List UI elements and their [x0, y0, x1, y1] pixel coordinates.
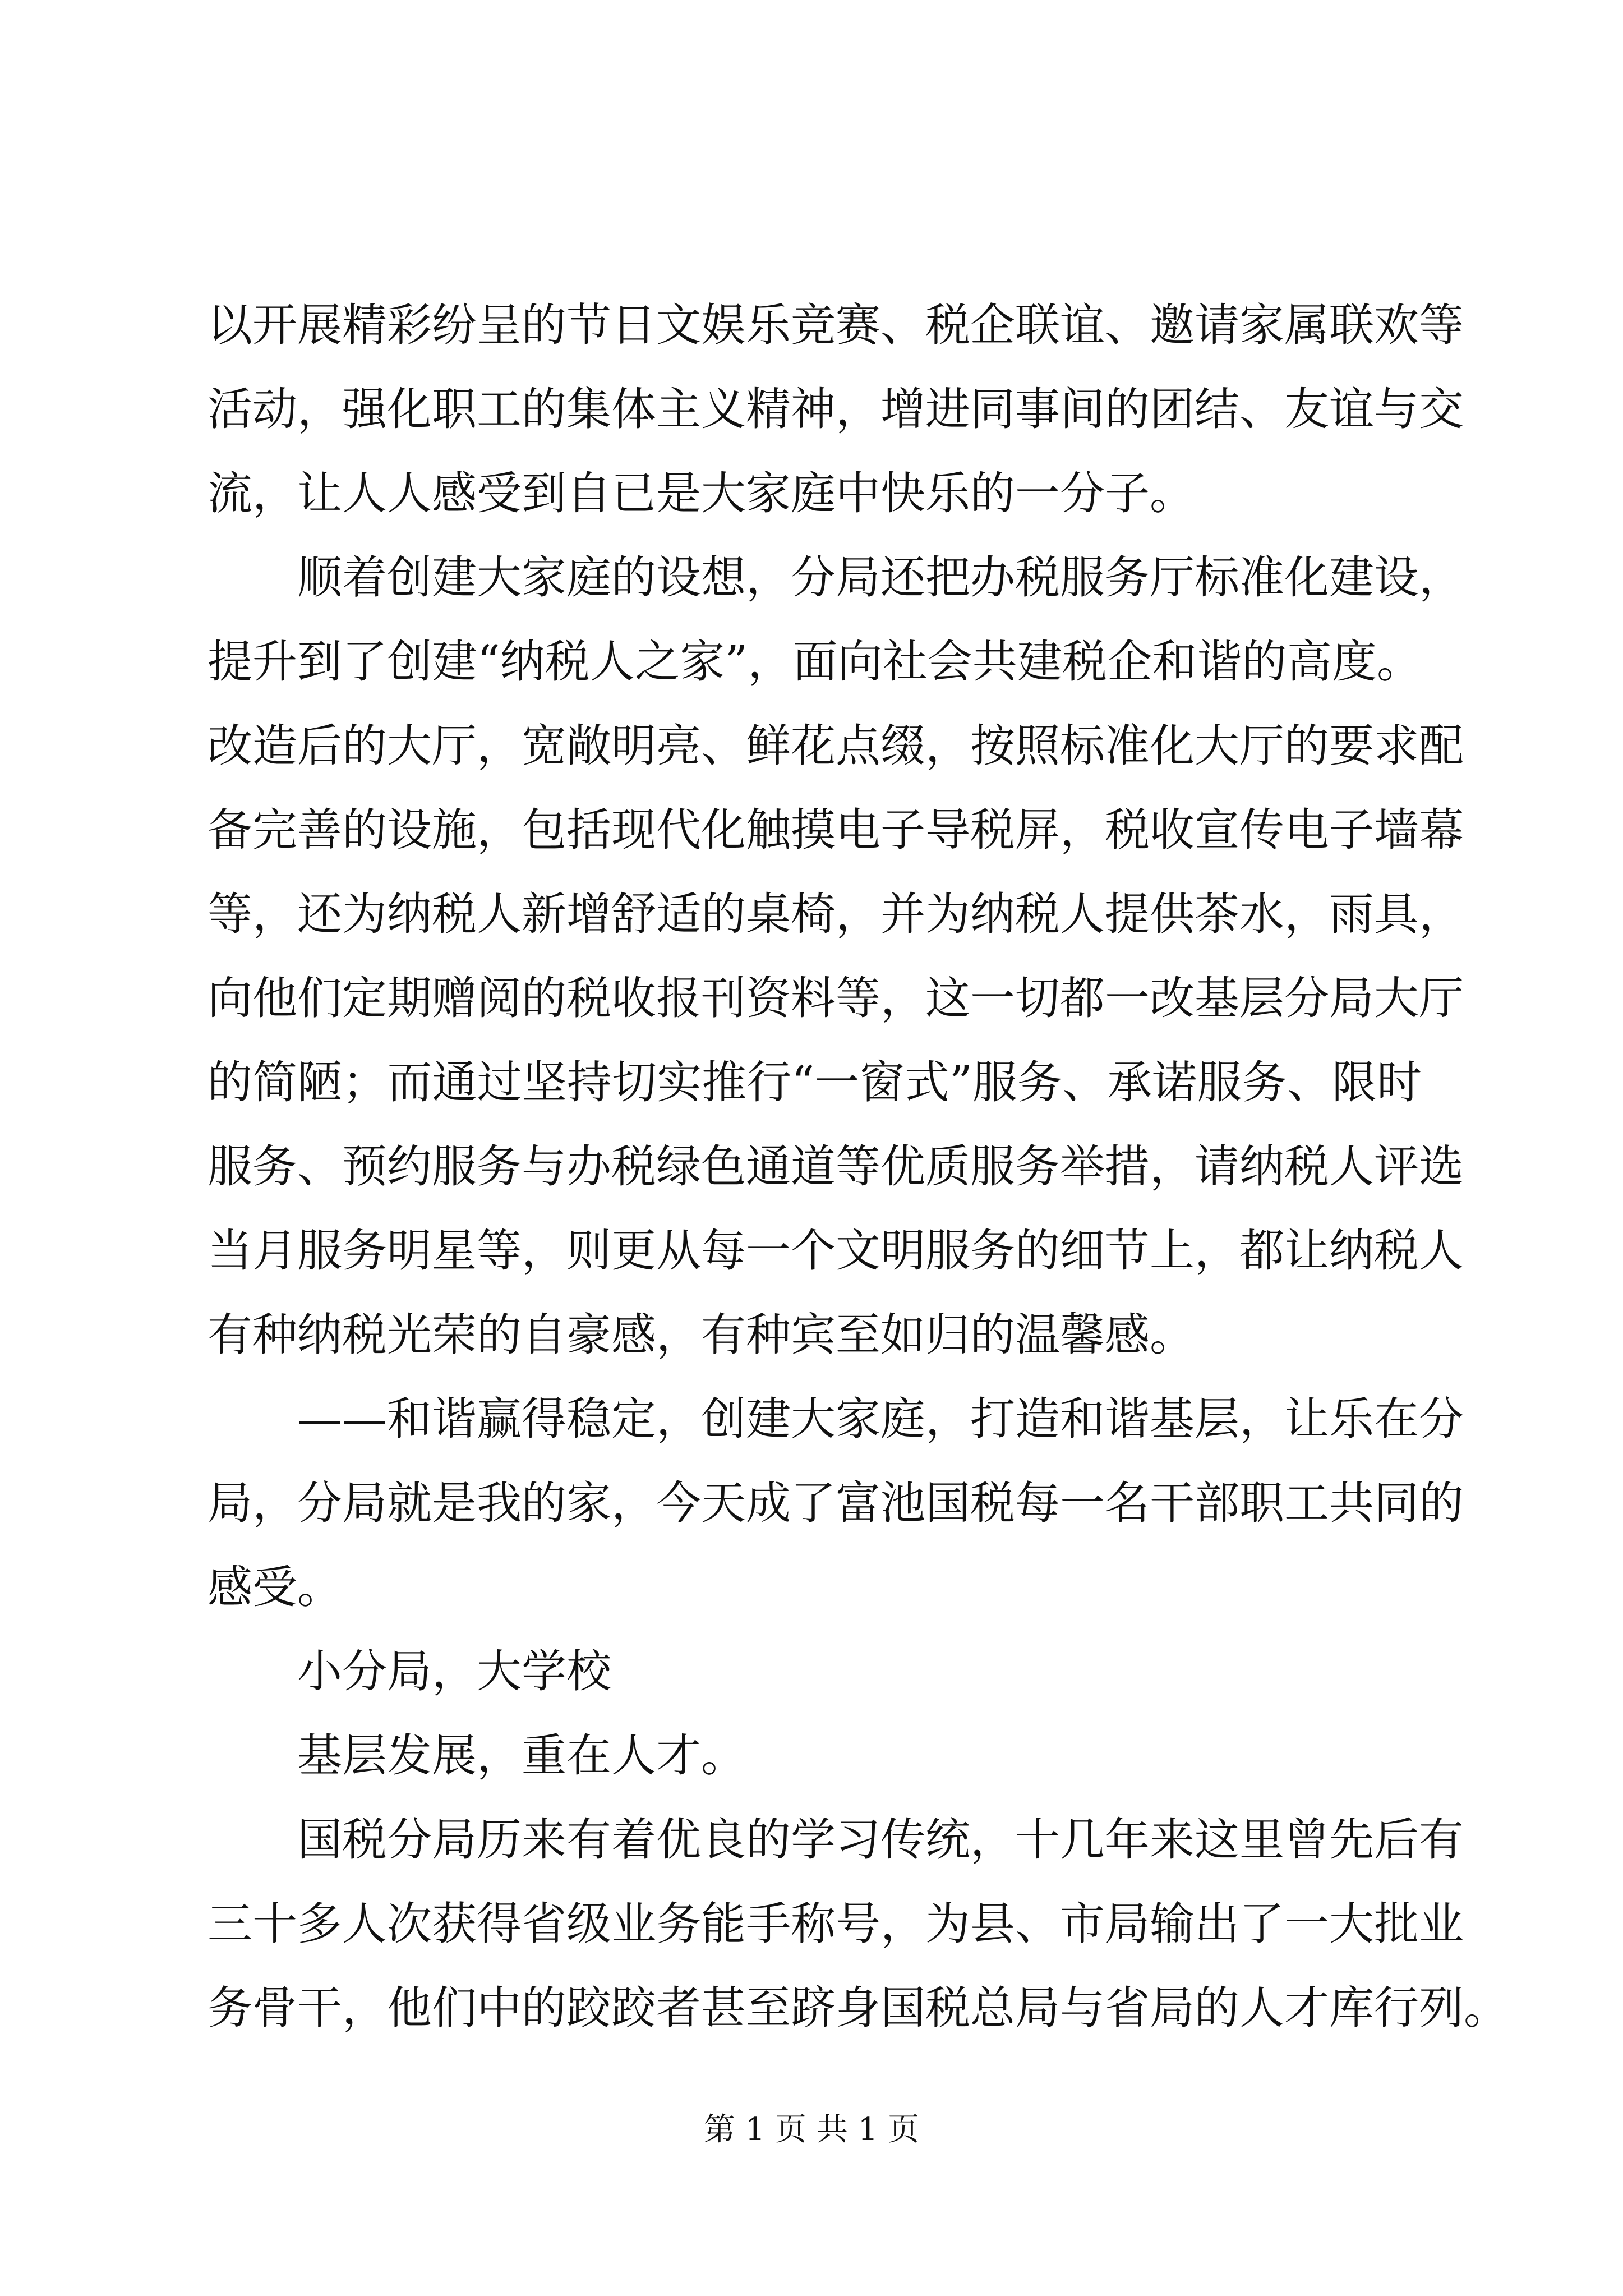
text-line: 感受。 — [208, 1561, 342, 1613]
page-footer: 第 1 页 共 1 页 — [703, 2111, 920, 2148]
text-line: 的简陋；而通过坚持切实推行“一窗式”服务、承诺服务、限时 — [208, 1056, 1422, 1108]
text-line: 备完善的设施，包括现代化触摸电子导税屏，税收宣传电子墙幕 — [208, 804, 1464, 856]
text-line: 当月服务明星等，则更从每一个文明服务的细节上，都让纳税人 — [208, 1225, 1464, 1277]
text-line: 活动，强化职工的集体主义精神，增进同事间的团结、友谊与交 — [208, 383, 1464, 435]
text-line: 有种纳税光荣的自豪感，有种宾至如归的温馨感。 — [208, 1309, 1195, 1361]
document-body — [208, 283, 1509, 2050]
text-line: 务骨干，他们中的跤跤者甚至跻身国税总局与省局的人才库行列。 — [208, 1982, 1509, 2034]
text-line: 局，分局就是我的家，今天成了富池国税每一名干部职工共同的 — [208, 1477, 1464, 1529]
text-line: 流，让人人感受到自已是大家庭中快乐的一分子。 — [208, 467, 1195, 519]
text-line: 小分局，大学校 — [297, 1645, 611, 1697]
text-line: 顺着创建大家庭的设想，分局还把办税服务厅标准化建设， — [297, 551, 1464, 604]
text-line: 基层发展，重在人才。 — [297, 1729, 746, 1782]
text-line: 国税分局历来有着优良的学习传统，十几年来这里曾先后有 — [297, 1814, 1464, 1866]
text-line: 三十多人次获得省级业务能手称号，为县、市局输出了一大批业 — [208, 1898, 1464, 1950]
text-line: 等，还为纳税人新增舒适的桌椅，并为纳税人提供茶水，雨具， — [208, 888, 1464, 940]
text-line: 提升到了创建“纳税人之家”，面向社会共建税企和谐的高度。 — [208, 636, 1422, 688]
text-line: 以开展精彩纷呈的节日文娱乐竞赛、税企联谊、邀请家属联欢等 — [208, 299, 1464, 351]
text-line: ——和谐赢得稳定，创建大家庭，打造和谐基层，让乐在分 — [297, 1393, 1464, 1445]
text-line: 改造后的大厅，宽敞明亮、鲜花点缀，按照标准化大厅的要求配 — [208, 720, 1464, 772]
text-line: 服务、预约服务与办税绿色通道等优质服务举措，请纳税人评选 — [208, 1140, 1464, 1193]
text-line: 向他们定期赠阅的税收报刊资料等，这一切都一改基层分局大厅 — [208, 972, 1464, 1024]
